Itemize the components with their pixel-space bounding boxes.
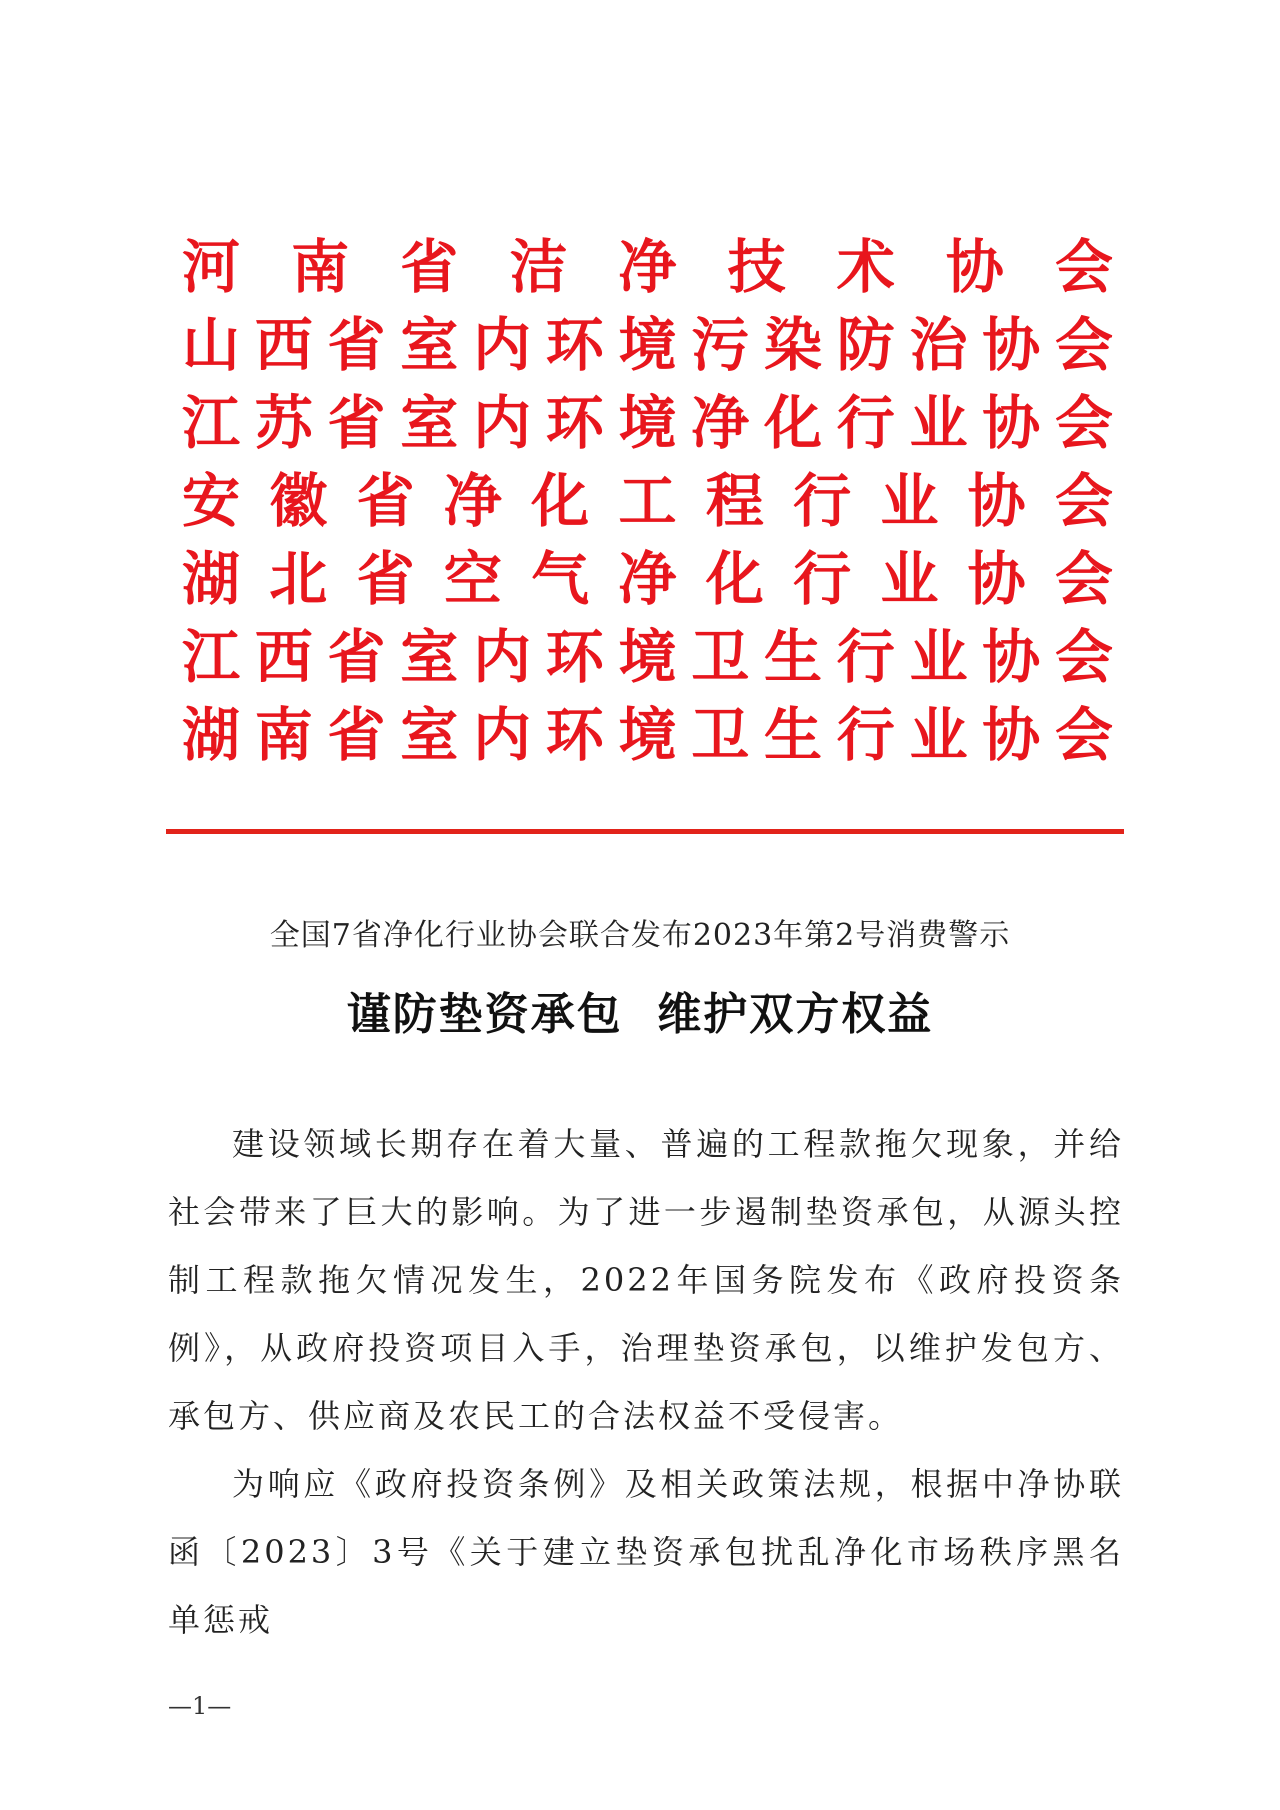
organization-name-char: 化 [531,467,590,535]
organization-name-char: 环 [545,623,604,691]
organization-name-char: 会 [1054,233,1113,301]
organization-name-char: 湖 [181,545,240,613]
organization-name-char: 省 [327,311,386,379]
organization-name-char: 南 [291,233,350,301]
organization-name-char: 行 [836,701,895,769]
organization-name-char: 境 [618,623,677,691]
organization-name-char: 协 [982,701,1041,769]
organization-name-char: 染 [763,311,822,379]
organization-name-char: 业 [909,701,968,769]
document-title: 谨防垫资承包 维护双方权益 [346,989,934,1040]
notice-subtitle: 全国7省净化行业协会联合发布2023年第2号消费警示 [269,918,1011,953]
organization-name-char: 湖 [181,701,240,769]
organization-name-char: 安 [181,467,240,535]
organization-name-char: 术 [836,233,895,301]
organization-name-char: 化 [763,389,822,457]
organization-name-char: 净 [443,467,502,535]
organization-name-char: 西 [254,311,313,379]
organization-name-char: 行 [836,623,895,691]
organization-name-char: 协 [982,389,1041,457]
organization-name-char: 污 [691,311,750,379]
organization-name-char: 业 [880,467,939,535]
organization-name-char: 生 [763,701,822,769]
organization-name-char: 行 [793,545,852,613]
organization-name-char: 协 [982,623,1041,691]
organization-name-char: 行 [793,467,852,535]
organization-name-line [180,228,1115,306]
body-paragraph-2: 为响应《政府投资条例》及相关政策法规，根据中净协联函〔2023〕3号《关于建立垫资承包扰乱净化市场秩序黑名单惩戒 [168,1465,1124,1639]
organization-name-char: 江 [181,623,240,691]
organization-name-char: 程 [705,467,764,535]
organization-name-char: 净 [618,545,677,613]
organization-name-char: 治 [909,311,968,379]
organization-name-line [180,540,1115,618]
organization-name-char: 会 [1054,623,1113,691]
organization-name-char: 会 [1054,311,1113,379]
organization-name-char: 南 [254,701,313,769]
organization-name-char: 业 [909,623,968,691]
organization-name-char: 内 [472,389,531,457]
organization-name-char: 室 [400,701,459,769]
organization-name-char: 净 [691,389,750,457]
organization-name-char: 境 [618,701,677,769]
organization-name-char: 生 [763,623,822,691]
organization-name-char: 协 [945,233,1004,301]
organization-name-char: 协 [967,467,1026,535]
organization-name-char: 室 [400,311,459,379]
organization-name-char: 环 [545,701,604,769]
organization-name-char: 协 [982,311,1041,379]
organization-name-char: 西 [254,623,313,691]
organization-name-char: 卫 [691,623,750,691]
organization-name-line [180,306,1115,384]
organization-name-char: 协 [967,545,1026,613]
organization-name-char: 山 [181,311,240,379]
organization-name-line [180,384,1115,462]
organization-name-char: 业 [880,545,939,613]
organization-name-char: 工 [618,467,677,535]
organization-name-char: 内 [472,311,531,379]
organization-name-char: 卫 [691,701,750,769]
organization-name-char: 境 [618,389,677,457]
organization-name-char: 化 [705,545,764,613]
issuing-organizations-header [180,228,1115,774]
organization-name-char: 防 [836,311,895,379]
organization-name-char: 苏 [254,389,313,457]
organization-name-char: 业 [909,389,968,457]
organization-name-line [180,462,1115,540]
page-number: —1— [168,1692,232,1720]
organization-name-char: 气 [531,545,590,613]
organization-name-char: 省 [400,233,459,301]
organization-name-char: 江 [181,389,240,457]
organization-name-char: 行 [836,389,895,457]
organization-name-char: 省 [327,701,386,769]
organization-name-char: 环 [545,389,604,457]
body-paragraph-1: 建设领域长期存在着大量、普遍的工程款拖欠现象，并给社会带来了巨大的影响。为了进一步遏制垫资承包，从源头控制工程款拖欠情况发生，2022年国务院发布《政府投资条例》，从政府投资项目入手，治理垫资承包，以维护发包方、承包方、供应商及农民工的合法权益不受侵害。 [168,1125,1124,1435]
organization-name-char: 境 [618,311,677,379]
red-divider-line [166,829,1124,834]
organization-name-char: 省 [327,623,386,691]
organization-name-char: 环 [545,311,604,379]
organization-name-char: 室 [400,623,459,691]
organization-name-char: 会 [1054,701,1113,769]
organization-name-char: 内 [472,701,531,769]
organization-name-char: 内 [472,623,531,691]
organization-name-char: 省 [356,467,415,535]
organization-name-char: 省 [327,389,386,457]
organization-name-line [180,618,1115,696]
organization-name-char: 技 [727,233,786,301]
organization-name-char: 室 [400,389,459,457]
organization-name-char: 洁 [509,233,568,301]
organization-name-char: 北 [269,545,328,613]
organization-name-char: 会 [1054,467,1113,535]
document-body [168,1110,1124,1654]
organization-name-char: 会 [1054,545,1113,613]
organization-name-char: 净 [618,233,677,301]
organization-name-line [180,696,1115,774]
organization-name-char: 省 [356,545,415,613]
organization-name-char: 空 [443,545,502,613]
organization-name-char: 会 [1054,389,1113,457]
organization-name-char: 徽 [269,467,328,535]
organization-name-char: 河 [181,233,240,301]
